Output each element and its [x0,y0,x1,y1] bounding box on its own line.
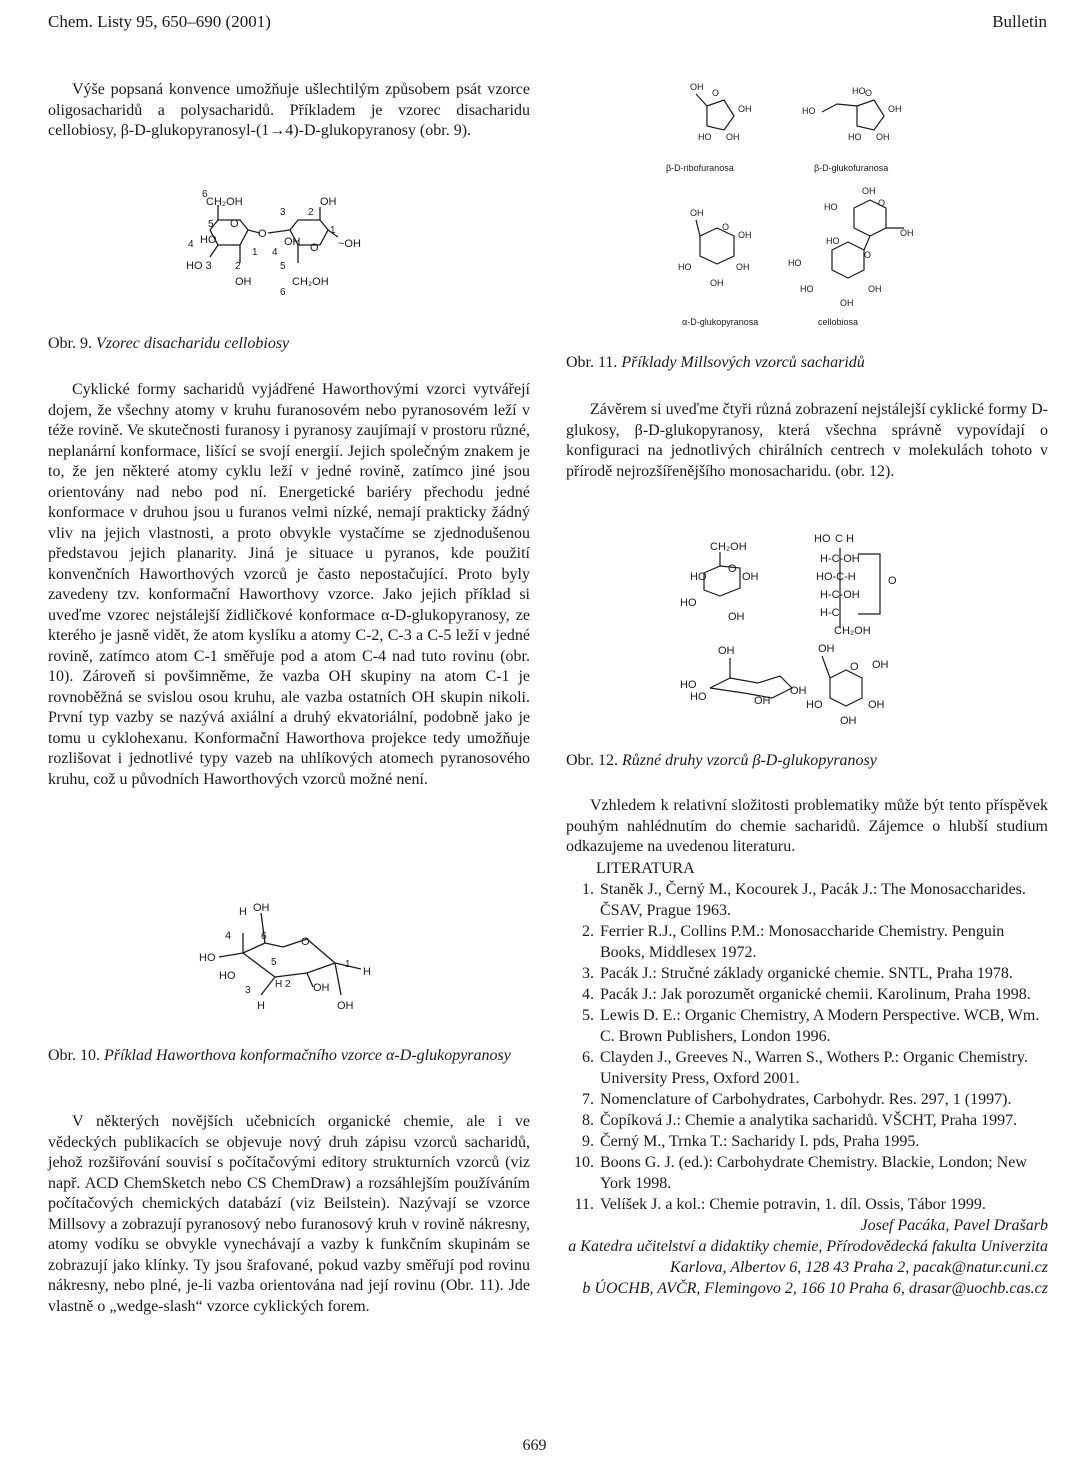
reference-number: 9. [582,1132,594,1150]
page-number: 669 [522,1437,547,1454]
svg-text:OH: OH [900,228,914,238]
svg-text:OH: OH [840,715,857,727]
paragraph-1: Výše popsaná konvence umožňuje ušlechtilým způsobem psát vzorce oligosacharidů a polysacharidů. Příkladem je vzorec disacharidu cellobiosy, β-D-glukopyranosyl-(1→4)-D-glukopyranosy (obr. 9). [48,81,530,139]
reference-item [566,921,1048,963]
svg-text:OH: OH [862,186,876,196]
reference-item [566,1110,1048,1131]
reference-number: 7. [582,1090,594,1108]
figure-11-caption: Obr. 11. Příklady Millsových vzorců sacharidů [566,354,865,371]
svg-text:6: 6 [261,931,267,942]
svg-text:OH: OH [320,196,337,208]
reference-text: Pacák J.: Jak porozumět organické chemii. Karolinum, Praha 1998. [600,985,1031,1003]
reference-number: 5. [582,1006,594,1024]
paragraph-5: Vzhledem k relativní složitosti problematiky může být tento příspěvek pouhým nahlédnutím do chemie sacharidů. Zájemce o hlubší studium odkazujeme na uvedenou literaturu. [566,797,1048,855]
svg-text:5: 5 [280,261,286,272]
affiliation-b: b ÚOCHB, AVČR, Flemingovo 2, 166 10 Praha 6, drasar@uochb.cas.cz [582,1279,1048,1297]
figure-9-caption: Obr. 9. Vzorec disacharidu cellobiosy [48,335,290,352]
svg-text:2: 2 [235,261,241,272]
svg-text:OH: OH [888,104,902,114]
reference-text: Pacák J.: Stručné základy organické chemie. SNTL, Praha 1978. [600,964,1013,982]
svg-text:1: 1 [252,247,258,258]
figure-11-mills-formulas [672,78,922,338]
svg-text:OH: OH [718,645,735,657]
figure-12-caption: Obr. 12. Různé druhy vzorců β-D-glukopyranosy [566,752,877,769]
figure-9-cellobiose [180,185,380,300]
svg-text:OH: OH [738,104,752,114]
svg-text:H: H [846,533,854,545]
svg-text:OH: OH [876,132,890,142]
svg-text:HO-C-H: HO-C-H [816,571,856,583]
svg-text:OH: OH [710,278,724,288]
figure-12-glucopyranose-forms [680,528,920,753]
svg-text:H: H [363,966,371,978]
svg-text:1: 1 [345,959,351,970]
svg-text:4: 4 [272,247,278,258]
svg-text:2: 2 [308,207,314,218]
svg-text:HO: HO [788,258,802,268]
reference-text: Lewis D. E.: Organic Chemistry, A Modern Perspective. WCB, Wm. C. Brown Publishers, London 1996. [600,1006,1040,1045]
svg-text:O: O [722,222,730,232]
svg-text:OH: OH [690,82,704,92]
svg-text:6: 6 [280,287,286,298]
authors: Josef Pacáka, Pavel Drašarb [860,1216,1048,1234]
reference-number: 4. [582,985,594,1003]
paragraph-4: Závěrem si uveďme čtyři různá zobrazení nejstálejší cyklické formy D-glukosy, β-D-glukopyranosy, která všechna správně vypovídají o konfiguraci na jednotlivých chirálních centrech v molekulách tohoto v přírodě nejrozšířenějšího monosacharidu. (obr. 12). [566,401,1048,480]
svg-text:OH: OH [728,611,745,623]
svg-text:HO: HO [848,132,862,142]
svg-text:OH: OH [726,132,740,142]
svg-text:O: O [728,563,737,575]
reference-text: Černý M., Trnka T.: Sacharidy I. pds, Praha 1995. [600,1132,920,1150]
svg-text:HO: HO [698,132,712,142]
reference-text: Staněk J., Černý M., Kocourek J., Pacák J.: The Monosaccharides. ČSAV, Prague 1963. [600,880,1026,919]
svg-text:HO: HO [680,679,697,691]
label-cellobiosa: cellobiosa [818,317,859,327]
reference-text: Čopíková J.: Chemie a analytika sacharidů. VŠCHT, Praha 1997. [600,1111,1018,1129]
svg-text:H: H [257,1000,265,1012]
svg-text:O: O [888,575,897,587]
reference-text: Clayden J., Greeves N., Warren S., Wothers P.: Organic Chemistry. University Press, Oxford 2001. [600,1048,1028,1087]
reference-item [566,963,1048,984]
svg-text:OH: OH [253,902,270,914]
svg-text:O: O [258,228,267,240]
reference-item [566,1131,1048,1152]
figure-10-chair-conformation [195,895,395,1020]
svg-text:CH₂OH: CH₂OH [292,276,329,288]
figure-10-caption: Obr. 10. Příklad Haworthova konformačního vzorce α-D-glukopyranosy [48,1047,511,1064]
svg-text:OH: OH [818,643,835,655]
svg-text:O: O [850,661,859,673]
svg-text:O: O [865,88,873,98]
reference-number: 1. [582,880,594,898]
reference-text: Nomenclature of Carbohydrates, Carbohydr. Res. 297, 1 (1997). [600,1090,1012,1108]
svg-text:H: H [239,906,247,918]
svg-text:H-C: H-C [820,607,840,619]
svg-text:O: O [310,242,319,254]
reference-text: Boons G. J. (ed.): Carbohydrate Chemistry. Blackie, London; New York 1998. [600,1153,1027,1192]
svg-text:O: O [878,198,886,208]
reference-item [566,1005,1048,1047]
svg-text:3: 3 [245,985,251,996]
svg-text:5: 5 [208,219,214,230]
reference-number: 6. [582,1048,594,1066]
label-glukofuranosa: β-D-glukofuranosa [814,163,889,173]
svg-text:O: O [864,250,872,260]
svg-text:O: O [712,88,720,98]
svg-text:HO: HO [852,86,866,96]
svg-text:OH: OH [754,695,771,707]
svg-text:HO: HO [814,533,831,545]
affiliation-a: a Katedra učitelství a didaktiky chemie, Přírodovědecká fakulta Univerzita Karlova, Albertov 6, 128 43 Praha 2, pacak@natur.cuni.cz [568,1237,1048,1276]
svg-text:1: 1 [330,225,336,236]
svg-text:OH: OH [313,982,330,994]
svg-text:HO: HO [690,571,707,583]
svg-text:OH: OH [284,236,301,248]
svg-text:HO: HO [678,262,692,272]
svg-text:OH: OH [840,298,854,308]
svg-text:OH: OH [235,276,252,288]
svg-text:HO: HO [824,202,838,212]
section-header: Bulletin [992,12,1047,31]
svg-text:HO: HO [200,234,217,246]
svg-text:CH₂OH: CH₂OH [834,625,871,637]
svg-text:H-C-OH: H-C-OH [820,553,860,565]
svg-text:CH₂OH: CH₂OH [710,541,747,553]
paragraph-2: Cyklické formy sacharidů vyjádřené Haworthovými vzorci vytvářejí dojem, že všechny atomy v kruhu furanosovém nebo pyranosovém leží v téže rovině. Ve skutečnosti furanosy i pyranosy zaujímají v prostoru různé, neplanární konformace, lišící se svojí energií. Jejich společným znakem je to, že jen některé atomy cyklu leží v jedné rovině, zatímco jiné jsou orientovány nad nebo pod ní. Energetické bariéry přechodu jedné konformace v druhou jsou u furanos velmi nízké, nemají prakticky žádný vliv na jejich vlastnosti, a proto obvykle vystačíme se zjednodušenou představou jejich planarity. Jiná je situace u pyranos, kde použití konvenčních Haworthových vzorců je často nepostačující. Proto byly zavedeny tzv. konformační Haworthovy vzorce. Jako jejich příklad si uveďme vzorec nejstálejší židličkové konformace α-D-glukopyranosy, ze kterého je jasně vidět, že atom kyslíku a atomy C-2, C-3 a C-5 leží v jedné rovině, zatímco atom C-1 směřuje pod a atom C-4 nad tuto rovinu (obr. 10). Zároveň si povšimněme, že vazba OH skupiny na atom C-1 je rovnoběžná se svislou osou kruhu, ale vazba ostatních OH skupin nikoli. První typ vazby se nazývá axiální a druhý ekvatoriální, podobně jako je tomu u cyklohexanu. Konformační Haworthova projekce tedy umožňuje rozlišovat i jednotlivé typy vazeb na uhlíkových atomech pyranosového kruhu, což u původních Haworthových vzorců možné není. [48,381,530,788]
svg-text:OH: OH [742,571,759,583]
svg-text:6: 6 [202,189,208,200]
literatura-heading: LITERATURA [596,859,695,877]
label-alpha-glukopyranosa: α-D-glukopyranosa [682,317,759,327]
svg-text:HO: HO [690,691,707,703]
running-header: Chem. Listy 95, 650–690 (2001) [48,12,271,31]
reference-item [566,1089,1048,1110]
svg-text:HO: HO [199,952,216,964]
svg-text:OH: OH [738,230,752,240]
svg-text:HO: HO [806,699,823,711]
svg-text:OH: OH [337,1000,354,1012]
svg-text:OH: OH [868,284,882,294]
reference-item [566,1152,1048,1194]
svg-text:H-C-OH: H-C-OH [820,589,860,601]
svg-text:HO 3: HO 3 [186,260,212,272]
svg-text:4: 4 [188,239,194,250]
reference-text: Ferrier R.J., Collins P.M.: Monosaccharide Chemistry. Penguin Books, Middlesex 1972. [600,922,1005,961]
reference-list [566,879,1048,1215]
svg-text:HO: HO [680,597,697,609]
reference-item [566,1047,1048,1089]
svg-text:OH: OH [872,659,889,671]
reference-item [566,879,1048,921]
svg-text:CH₂OH: CH₂OH [206,196,243,208]
svg-text:H 2: H 2 [275,979,291,990]
svg-text:OH: OH [868,699,885,711]
svg-text:O: O [301,936,310,948]
reference-number: 2. [582,922,594,940]
svg-text:OH: OH [690,208,704,218]
reference-item [566,984,1048,1005]
svg-text:4: 4 [225,930,232,942]
reference-number: 8. [582,1111,594,1129]
svg-text:C: C [835,533,843,545]
svg-text:HO: HO [800,284,814,294]
reference-number: 3. [582,964,594,982]
svg-text:OH: OH [736,262,750,272]
reference-number: 11. [574,1195,594,1213]
reference-text: Velíšek J. a kol.: Chemie potravin, 1. díl. Ossis, Tábor 1999. [600,1195,986,1213]
svg-text:OH: OH [790,685,807,697]
svg-text:5: 5 [271,957,277,968]
label-ribofuranosa: β-D-ribofuranosa [666,163,734,173]
paragraph-3: V některých novějších učebnicích organické chemie, ale i ve vědeckých publikacích se objevuje nový druh zápisu vzorců sacharidů, jehož rozšiřování souvisí s počítačovými editory strukturních vzorců (viz např. ACD ChemSketch nebo CS ChemDraw) a rozsáhlejším používáním počítačových chemických databází (viz Beilstein). Nazývají se vzorce Millsovy a zobrazují pyranosový nebo furanosový kruh v rovině nákresny, atomy vodíku se obvykle vynechávají a vazby k funkčním skupinám se zobrazují jako klínky. Ty jsou šrafované, pokud vazby směřují pod rovinu nákresny, nebo plné, je-li vazba orientována nad její rovinu (Obr. 11). Jde vlastně o „wedge-slash“ vzorce cyklických forem. [48,1113,530,1315]
reference-number: 10. [574,1153,594,1171]
svg-text:3: 3 [280,207,286,218]
svg-text:HO: HO [219,970,236,982]
svg-text:~OH: ~OH [338,238,361,250]
svg-text:HO: HO [802,106,816,116]
svg-text:O: O [230,218,239,230]
svg-text:HO: HO [826,236,840,246]
reference-item [566,1194,1048,1215]
